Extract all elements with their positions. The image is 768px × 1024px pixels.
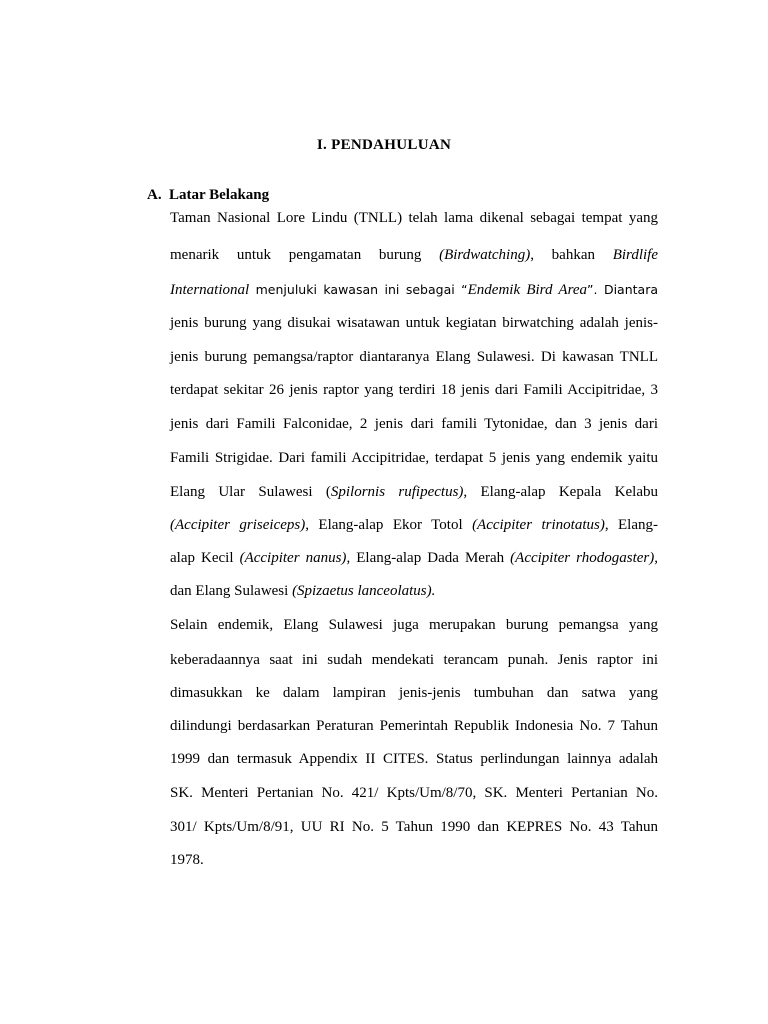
- paragraph-line: [170, 817, 658, 837]
- italic-run: Birdlife: [612, 247, 658, 263]
- text-run: dilindungi berdasarkan Peraturan Pemerintah Republik Indonesia No. 7 Tahun: [170, 718, 658, 734]
- paragraph-line: [170, 414, 658, 434]
- italic-run: (Spizaetus lanceolatus).: [292, 583, 436, 599]
- text-run: jenis burung yang disukai wisatawan untuk kegiatan birwatching adalah jenis-: [170, 315, 658, 331]
- paragraph-line: [170, 548, 658, 568]
- chapter-title: I. PENDAHULUAN: [316, 137, 452, 153]
- text-run: , Elang-alap Ekor Totol: [305, 517, 473, 533]
- italic-run: Endemik Bird Area: [467, 282, 588, 298]
- section-marker: A.: [147, 187, 162, 203]
- text-run: Selain endemik, Elang Sulawesi juga merupakan burung pemangsa yang: [170, 617, 658, 633]
- paragraph-line: [170, 581, 658, 601]
- italic-run: (Accipiter trinotatus): [472, 517, 605, 533]
- section-heading: [147, 187, 269, 204]
- text-run: terdapat sekitar 26 jenis raptor yang terdiri 18 jenis dari Famili Accipitridae, 3: [170, 382, 658, 398]
- paragraph-line: [170, 850, 658, 870]
- text-run: 1999 dan termasuk Appendix II CITES. Status perlindungan lainnya adalah: [170, 751, 658, 767]
- paragraph-line: [170, 749, 658, 769]
- italic-run: International: [170, 282, 250, 298]
- text-run: alap Kecil: [170, 550, 240, 566]
- text-run: ”. Diantara: [587, 282, 658, 297]
- paragraph-line: [170, 313, 658, 333]
- text-run: SK. Menteri Pertanian No. 421/ Kpts/Um/8/70, SK. Menteri Pertanian No.: [170, 785, 658, 801]
- paragraph-line: [170, 615, 658, 635]
- italic-run: Spilornis rufipectus): [330, 484, 464, 500]
- italic-run: (Accipiter nanus): [239, 550, 347, 566]
- text-run: ,: [654, 550, 658, 566]
- paragraph-line: [170, 245, 658, 265]
- paragraph-line: [170, 208, 658, 228]
- text-run: keberadaannya saat ini sudah mendekati terancam punah. Jenis raptor ini: [170, 652, 658, 668]
- paragraph-line: [170, 515, 658, 535]
- italic-run: (Accipiter griseiceps): [170, 517, 306, 533]
- paragraph-line: [170, 280, 658, 300]
- text-run: jenis dari Famili Falconidae, 2 jenis dari famili Tytonidae, dan 3 jenis dari: [170, 416, 658, 432]
- text-run: jenis burung pemangsa/raptor diantaranya Elang Sulawesi. Di kawasan TNLL: [170, 349, 658, 365]
- text-run: 301/ Kpts/Um/8/91, UU RI No. 5 Tahun 1990 dan KEPRES No. 43 Tahun: [170, 819, 658, 835]
- paragraph-line: [170, 650, 658, 670]
- text-run: , Elang-alap Dada Merah: [346, 550, 511, 566]
- paragraph-line: [170, 683, 658, 703]
- text-run: , bahkan: [530, 247, 613, 263]
- text-run: menjuluki kawasan ini sebagai “: [249, 282, 468, 297]
- italic-run: (Birdwatching): [439, 247, 531, 263]
- text-run: dan Elang Sulawesi: [170, 583, 293, 599]
- text-run: 1978.: [170, 852, 204, 868]
- paragraph-line: [170, 347, 658, 367]
- paragraph-line: [170, 716, 658, 736]
- text-run: menarik untuk pengamatan burung: [170, 247, 440, 263]
- text-run: , Elang-: [604, 517, 659, 533]
- text-run: Taman Nasional Lore Lindu (TNLL) telah lama dikenal sebagai tempat yang: [170, 210, 658, 226]
- section-heading-text: Latar Belakang: [169, 187, 270, 203]
- text-run: Famili Strigidae. Dari famili Accipitridae, terdapat 5 jenis yang endemik yaitu: [170, 450, 658, 466]
- text-run: dimasukkan ke dalam lampiran jenis-jenis tumbuhan dan satwa yang: [170, 685, 658, 701]
- paragraph-line: [170, 448, 658, 468]
- paragraph-line: [170, 380, 658, 400]
- text-run: , Elang-alap Kepala Kelabu: [463, 484, 658, 500]
- italic-run: (Accipiter rhodogaster): [510, 550, 655, 566]
- paragraph-line: [170, 482, 658, 502]
- paragraph-line: [170, 783, 658, 803]
- text-run: Elang Ular Sulawesi (: [170, 484, 331, 500]
